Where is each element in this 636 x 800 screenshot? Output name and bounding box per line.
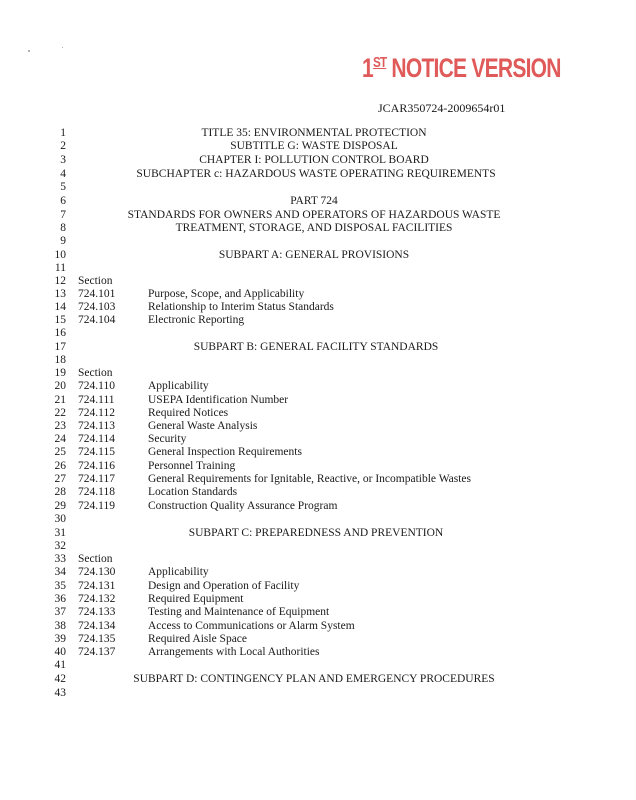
section-title: Electronic Reporting	[148, 314, 245, 326]
scan-speck	[62, 47, 63, 48]
section-number: 724.116	[78, 460, 115, 472]
line-number: 17	[54, 341, 66, 353]
heading-line: SUBTITLE G: WASTE DISPOSAL	[230, 140, 398, 152]
line-number: 12	[54, 275, 66, 287]
line-number: 42	[54, 673, 66, 685]
line-number: 14	[54, 301, 66, 313]
section-number: 724.101	[78, 288, 116, 300]
line-number: 3	[60, 154, 66, 166]
line-number: 27	[54, 473, 66, 485]
heading-line: PART 724	[290, 195, 338, 207]
section-number: 724.134	[78, 620, 116, 632]
line-number: 20	[54, 380, 66, 392]
scan-speck	[28, 50, 30, 52]
line-number: 39	[54, 633, 66, 645]
line-number: 36	[54, 593, 66, 605]
heading-line: TITLE 35: ENVIRONMENTAL PROTECTION	[201, 127, 427, 139]
section-title: Construction Quality Assurance Program	[148, 500, 338, 512]
line-number: 4	[60, 168, 66, 180]
line-number: 22	[54, 407, 66, 419]
line-number: 29	[54, 500, 66, 512]
line-number: 23	[54, 420, 66, 432]
section-number: 724.110	[78, 380, 115, 392]
heading-line: SUBPART A: GENERAL PROVISIONS	[218, 249, 410, 261]
heading-line: SUBPART D: CONTINGENCY PLAN AND EMERGENCY PROCEDURES	[133, 673, 495, 685]
heading-line: SUBPART C: PREPAREDNESS AND PREVENTION	[188, 527, 444, 539]
section-title: Design and Operation of Facility	[148, 580, 300, 592]
line-number: 32	[54, 540, 66, 552]
section-number: Section	[78, 553, 113, 565]
line-number: 25	[54, 446, 66, 458]
section-title: Purpose, Scope, and Applicability	[148, 288, 305, 300]
section-title: Applicability	[148, 566, 209, 578]
heading-line: TREATMENT, STORAGE, AND DISPOSAL FACILITIES	[175, 222, 453, 234]
line-number: 35	[54, 580, 66, 592]
line-number: 31	[54, 527, 66, 539]
section-title: Security	[148, 433, 187, 445]
section-title: Testing and Maintenance of Equipment	[148, 606, 330, 618]
line-number: 8	[60, 222, 66, 234]
section-title: Required Notices	[148, 407, 229, 419]
section-number: 724.113	[78, 420, 115, 432]
section-number: 724.115	[78, 446, 115, 458]
section-number: 724.117	[78, 473, 115, 485]
section-number: 724.131	[78, 580, 116, 592]
section-number: 724.119	[78, 500, 115, 512]
section-number: Section	[78, 275, 113, 287]
line-number: 10	[54, 249, 66, 261]
notice-version-stamp: 1ST NOTICE VERSION	[362, 53, 561, 83]
section-title: General Requirements for Ignitable, Reactive, or Incompatible Wastes	[148, 473, 471, 485]
section-number: 724.135	[78, 633, 116, 645]
section-number: 724.112	[78, 407, 115, 419]
line-number: 41	[54, 659, 66, 671]
section-title: Applicability	[148, 380, 209, 392]
line-number: 7	[60, 209, 66, 221]
section-number: 724.118	[78, 486, 115, 498]
line-number: 26	[54, 460, 66, 472]
line-number: 15	[54, 314, 66, 326]
line-number: 13	[54, 288, 66, 300]
line-number: 43	[54, 687, 66, 699]
heading-line: SUBPART B: GENERAL FACILITY STANDARDS	[193, 341, 439, 353]
section-title: General Inspection Requirements	[148, 446, 302, 458]
line-number: 11	[54, 262, 66, 274]
section-title: Location Standards	[148, 486, 238, 498]
line-number: 19	[54, 367, 66, 379]
section-title: Personnel Training	[148, 460, 236, 472]
section-title: USEPA Identification Number	[148, 394, 289, 406]
section-number: 724.104	[78, 314, 116, 326]
section-title: Access to Communications or Alarm System	[148, 620, 355, 632]
line-number: 34	[54, 566, 66, 578]
section-title: Required Aisle Space	[148, 633, 248, 645]
section-number: 724.132	[78, 593, 116, 605]
line-number: 1	[60, 127, 66, 139]
line-number: 6	[60, 195, 66, 207]
heading-line: CHAPTER I: POLLUTION CONTROL BOARD	[199, 154, 429, 166]
line-number: 16	[54, 327, 66, 339]
section-title: Arrangements with Local Authorities	[148, 646, 320, 658]
section-number: Section	[78, 367, 113, 379]
heading-line: SUBCHAPTER c: HAZARDOUS WASTE OPERATING REQUIREMENTS	[136, 168, 496, 180]
line-number: 2	[60, 140, 66, 152]
document-id: JCAR350724-2009654r01	[378, 101, 506, 115]
line-number: 28	[54, 486, 66, 498]
section-title: General Waste Analysis	[148, 420, 258, 432]
line-number: 5	[60, 181, 66, 193]
section-number: 724.111	[78, 394, 115, 406]
section-number: 724.133	[78, 606, 116, 618]
line-number: 40	[54, 646, 66, 658]
section-number: 724.130	[78, 566, 116, 578]
section-number: 724.103	[78, 301, 116, 313]
section-number: 724.114	[78, 433, 115, 445]
line-number: 37	[54, 606, 66, 618]
section-title: Relationship to Interim Status Standards	[148, 301, 334, 313]
line-number: 18	[54, 354, 66, 366]
line-number: 38	[54, 620, 66, 632]
line-number: 30	[54, 513, 66, 525]
line-number: 33	[54, 553, 66, 565]
heading-line: STANDARDS FOR OWNERS AND OPERATORS OF HAZARDOUS WASTE	[127, 209, 501, 221]
section-title: Required Equipment	[148, 593, 244, 605]
line-number: 21	[54, 394, 66, 406]
section-number: 724.137	[78, 646, 116, 658]
line-number: 24	[54, 433, 66, 445]
line-number: 9	[60, 235, 66, 247]
